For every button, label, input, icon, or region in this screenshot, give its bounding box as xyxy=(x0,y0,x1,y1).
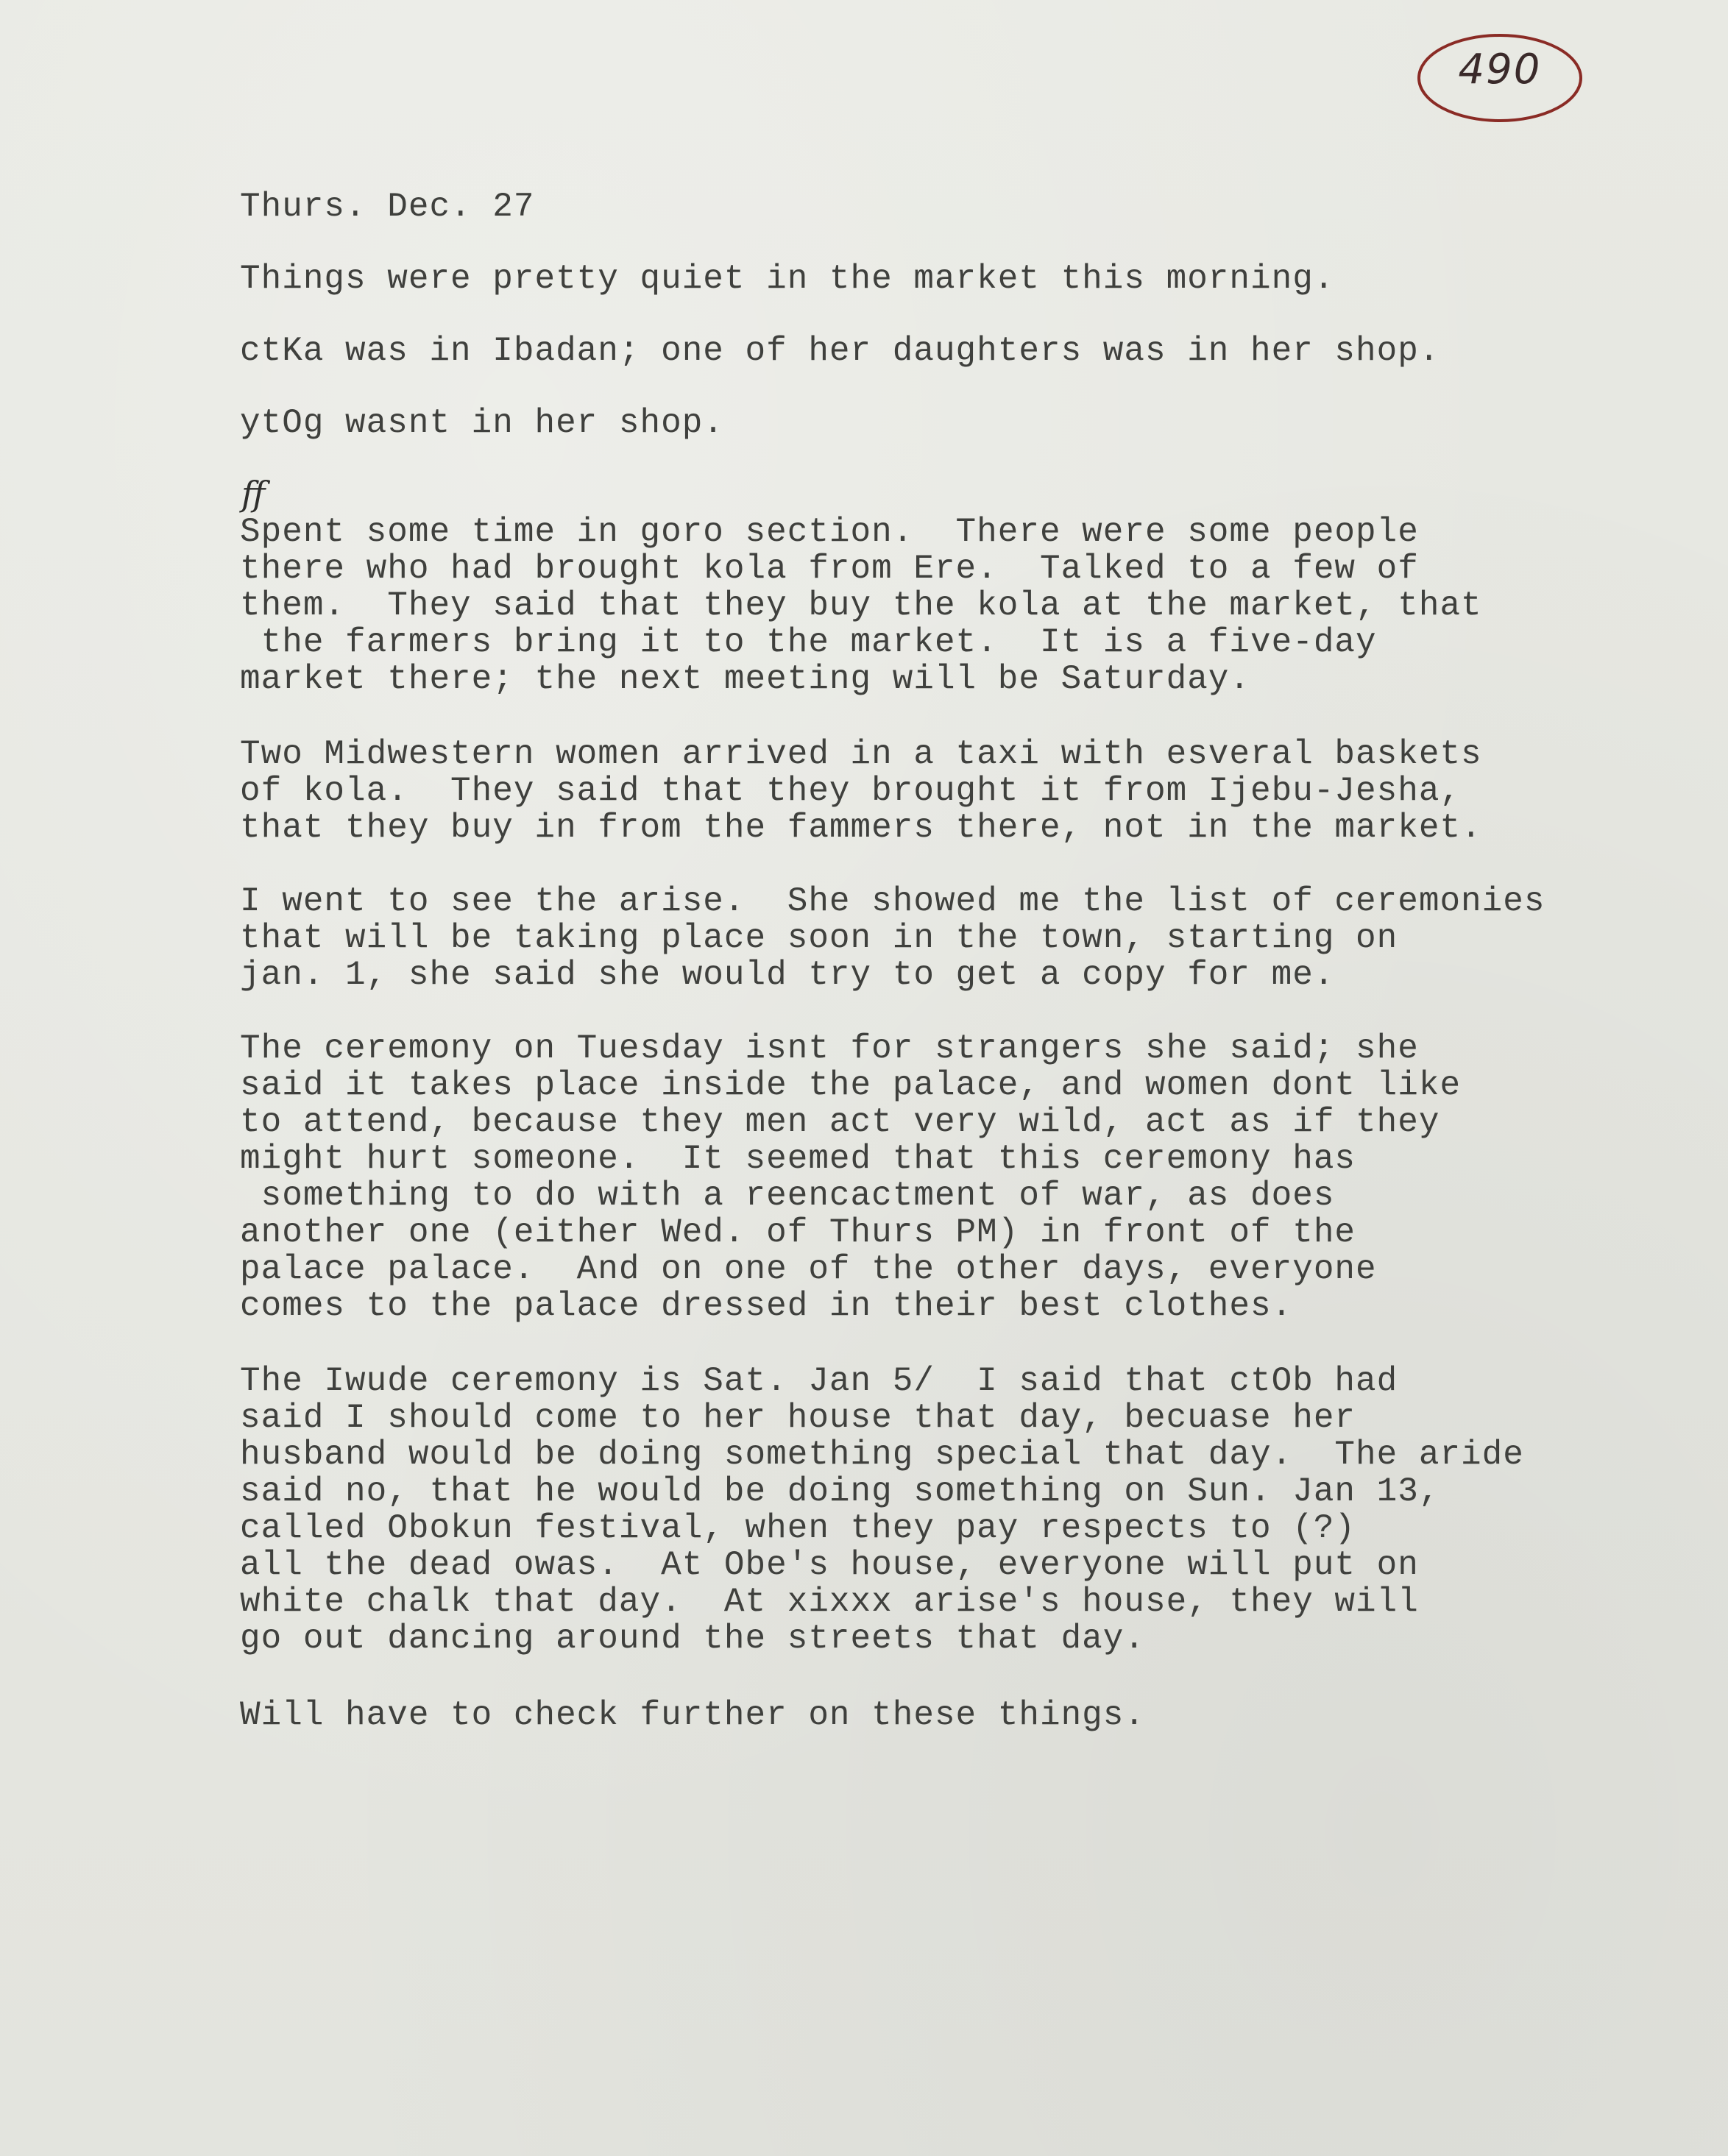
paragraph-tuesday-ceremony: The ceremony on Tuesday isnt for strangers she said; she said it takes place inside the palace, and women dont like to attend, because they men act very wild, act as if they might hurt someone. It seemed that this ceremony has something to do with a reencactment of war, as does another one (either Wed. of Thurs PM) in front of the palace palace. And on one of the other days, everyone comes to the palace dressed in their best clothes. xyxy=(240,1029,1462,1325)
paragraph-midwestern-women: Two Midwestern women arrived in a taxi with esveral baskets of kola. They said that they brought it from Ijebu-Jesha, that they buy in from the fammers there, not in the market. xyxy=(240,735,1482,847)
page-number-stamp xyxy=(1414,29,1585,127)
paragraph-ctka: ctKa was in Ibadan; one of her daughters was in her shop. xyxy=(240,332,1440,370)
page-number: 490 xyxy=(1458,46,1542,93)
paragraph-goro-section: Spent some time in goro section. There were some people there who had brought kola from Ere. Talked to a few of them. They said that they buy the kola at the market, that the farmers bring it to the market. It is a five-day market there; the next meeting will be Saturday. xyxy=(240,513,1482,698)
paragraph-ytog: ytOg wasnt in her shop. xyxy=(240,404,724,442)
entry-date: Thurs. Dec. 27 xyxy=(240,188,535,226)
paragraph-iwude-ceremony: The Iwude ceremony is Sat. Jan 5/ I said that ctOb had said I should come to her house that day, becuase her husband would be doing something special that day. The aride said no, that he would be doing something on Sun. Jan 13, called Obokun festival, when they pay respects to (?) all the dead owas. At Obe's house, everyone will put on white chalk that day. At xixxx arise's house, they will go out dancing around the streets that day. xyxy=(240,1362,1524,1658)
paragraph-arise-visit: I went to see the arise. She showed me the list of ceremonies that will be taking place soon in the town, starting on jan. 1, she said she would try to get a copy for me. xyxy=(240,882,1545,994)
handwritten-paragraph-mark: ff xyxy=(241,474,266,514)
paragraph-market-quiet: Things were pretty quiet in the market this morning. xyxy=(240,260,1335,298)
paragraph-check-further: Will have to check further on these things. xyxy=(240,1696,1145,1734)
